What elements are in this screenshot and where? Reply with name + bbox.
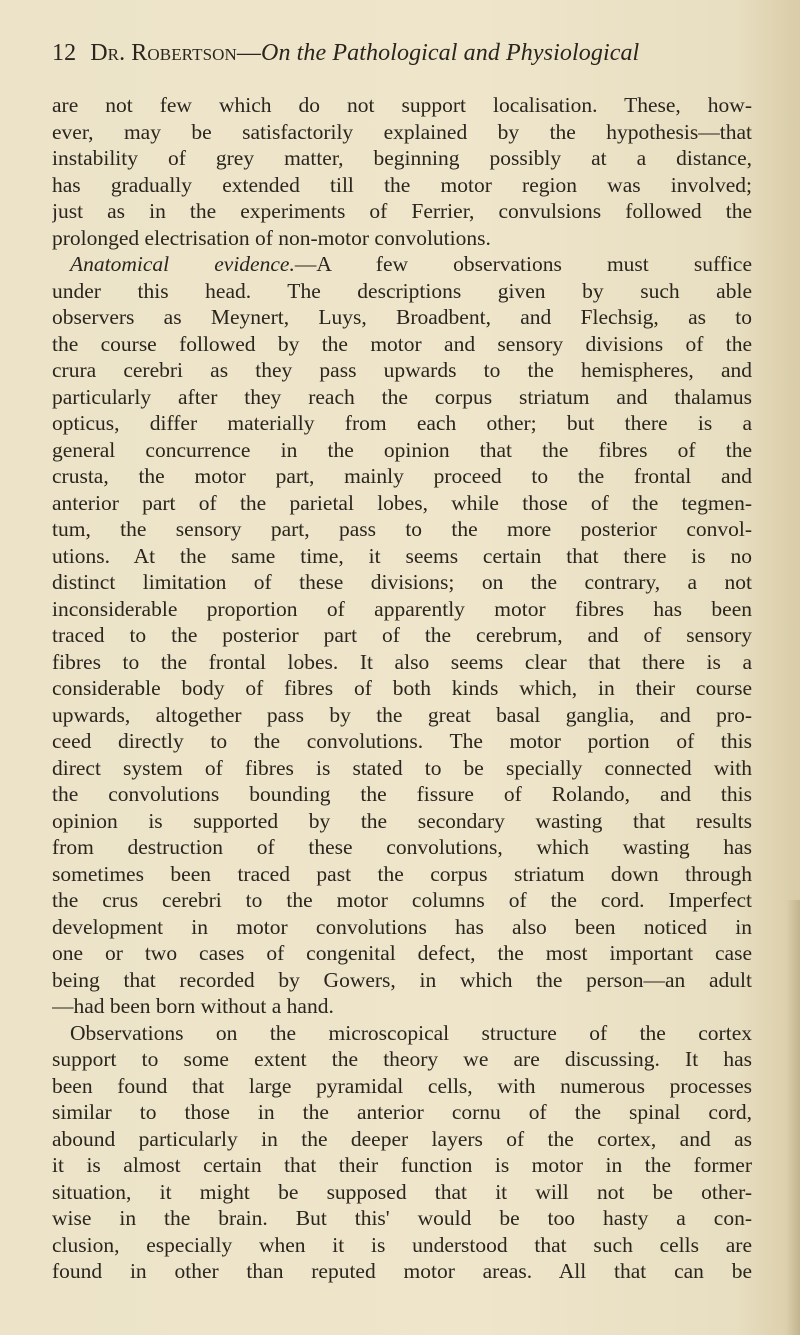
text-line	[52, 490, 752, 517]
line-text: —had been born without a hand.	[52, 994, 334, 1018]
line-text: inconsiderable proportion of apparently motor fibres has been	[52, 596, 752, 621]
line-text: utions. At the same time, it seems certain that there is no	[52, 543, 752, 568]
line-text: upwards, altogether pass by the great basal ganglia, and pro-	[52, 702, 752, 727]
line-text: ever, may be satisfactorily explained by the hypothesis—that	[52, 119, 752, 144]
line-text: particularly after they reach the corpus striatum and thalamus	[52, 384, 752, 409]
line-text: prolonged electrisation of non-motor convolutions.	[52, 225, 491, 250]
line-text: tum, the sensory part, pass to the more posterior convol-	[52, 517, 752, 541]
text-line	[52, 808, 752, 835]
text-line	[52, 145, 752, 172]
line-text: sometimes been traced past the corpus striatum down through	[52, 861, 752, 886]
line-text: observers as Meynert, Luys, Broadbent, and Flechsig, as to	[52, 305, 752, 329]
line-text: the course followed by the motor and sensory divisions of the	[52, 331, 752, 356]
text-line	[52, 1073, 752, 1100]
text-line	[52, 410, 752, 437]
line-text: crusta, the motor part, mainly proceed to the frontal and	[52, 464, 752, 488]
line-text: just as in the experiments of Ferrier, convulsions followed the	[52, 199, 752, 223]
text-line	[52, 331, 752, 358]
line-text: crura cerebri as they pass upwards to the hemispheres, and	[52, 358, 752, 382]
text-line	[52, 437, 752, 464]
text-line	[52, 172, 752, 199]
text-line	[52, 622, 752, 649]
text-line	[52, 781, 752, 808]
text-line	[52, 543, 752, 570]
line-text: support to some extent the theory we are discussing. It has	[52, 1047, 752, 1071]
text-line	[52, 463, 752, 490]
line-text: under this head. The descriptions given by such able	[52, 278, 752, 303]
line-text: opticus, differ materially from each other; but there is a	[52, 411, 752, 435]
text-line	[52, 596, 752, 623]
text-line	[52, 755, 752, 782]
text-line	[52, 1232, 752, 1259]
line-text: it is almost certain that their function is motor in the former	[52, 1153, 752, 1177]
text-line	[52, 702, 752, 729]
text-line	[52, 675, 752, 702]
line-text: the crus cerebri to the motor columns of the cord. Imperfect	[52, 888, 752, 912]
header-dash: —	[236, 40, 262, 66]
text-line	[52, 119, 752, 146]
line-text: ceed directly to the convolutions. The motor portion of this	[52, 729, 752, 753]
line-text: been found that large pyramidal cells, with numerous processes	[52, 1073, 752, 1098]
text-line	[52, 384, 752, 411]
italic-run-in-heading: Anatomical evidence.	[70, 252, 295, 276]
text-line	[52, 1258, 752, 1285]
text-line	[52, 1020, 752, 1047]
line-text: development in motor convolutions has also been noticed in	[52, 914, 752, 939]
line-text: from destruction of these convolutions, which wasting has	[52, 835, 752, 859]
line-text: fibres to the frontal lobes. It also seems clear that there is a	[52, 649, 752, 674]
line-text: general concurrence in the opinion that the fibres of the	[52, 437, 752, 462]
text-line	[52, 198, 752, 225]
text-line	[52, 861, 752, 888]
text-line	[52, 1152, 752, 1179]
line-text: anterior part of the parietal lobes, while those of the tegmen-	[52, 490, 752, 515]
text-line	[52, 887, 752, 914]
page-number: 12	[52, 40, 77, 66]
text-line	[52, 1046, 752, 1073]
text-line	[52, 569, 752, 596]
text-line	[52, 993, 752, 1020]
line-text: the convolutions bounding the fissure of Rolando, and this	[52, 782, 752, 806]
line-text: traced to the posterior part of the cerebrum, and of sensory	[52, 623, 752, 647]
line-text: has gradually extended till the motor region was involved;	[52, 172, 752, 197]
line-text: found in other than reputed motor areas. All that can be	[52, 1259, 752, 1283]
text-line	[52, 1099, 752, 1126]
line-text: are not few which do not support localisation. These, how-	[52, 93, 752, 117]
text-line	[52, 1205, 752, 1232]
text-line	[52, 1179, 752, 1206]
line-text: wise in the brain. But this' would be too hasty a con-	[52, 1206, 752, 1230]
line-text: opinion is supported by the secondary wasting that results	[52, 808, 752, 833]
line-text: distinct limitation of these divisions; on the contrary, a not	[52, 570, 752, 594]
text-line	[52, 834, 752, 861]
page-edge-shadow	[786, 900, 800, 1335]
text-line	[52, 92, 752, 119]
header-author: Dr. Robertson	[90, 40, 237, 66]
text-line	[52, 304, 752, 331]
text-line	[52, 225, 752, 252]
running-header	[52, 38, 752, 68]
text-line	[52, 914, 752, 941]
line-text: clusion, especially when it is understood that such cells are	[52, 1232, 752, 1257]
text-line	[52, 967, 752, 994]
line-text: similar to those in the anterior cornu of the spinal cord,	[52, 1100, 752, 1124]
text-line	[52, 649, 752, 676]
text-line	[52, 357, 752, 384]
text-line	[52, 516, 752, 543]
line-text: being that recorded by Gowers, in which the person—an adult	[52, 967, 752, 992]
line-text: Observations on the microscopical structure of the cortex	[70, 1020, 752, 1045]
line-text: instability of grey matter, beginning possibly at a distance,	[52, 146, 752, 170]
text-line	[52, 1126, 752, 1153]
line-text: direct system of fibres is stated to be specially connected with	[52, 755, 752, 780]
line-text: —A few observations must suffice	[294, 252, 752, 276]
text-line	[52, 278, 752, 305]
body-text	[52, 92, 752, 1285]
line-text: abound particularly in the deeper layers of the cortex, and as	[52, 1126, 752, 1151]
line-text: one or two cases of congenital defect, the most important case	[52, 941, 752, 965]
header-title: On the Pathological and Physiological	[261, 40, 640, 66]
text-line	[52, 728, 752, 755]
text-line	[52, 251, 752, 278]
text-line	[52, 940, 752, 967]
line-text: situation, it might be supposed that it will not be other-	[52, 1179, 752, 1204]
line-text: considerable body of fibres of both kinds which, in their course	[52, 676, 752, 700]
